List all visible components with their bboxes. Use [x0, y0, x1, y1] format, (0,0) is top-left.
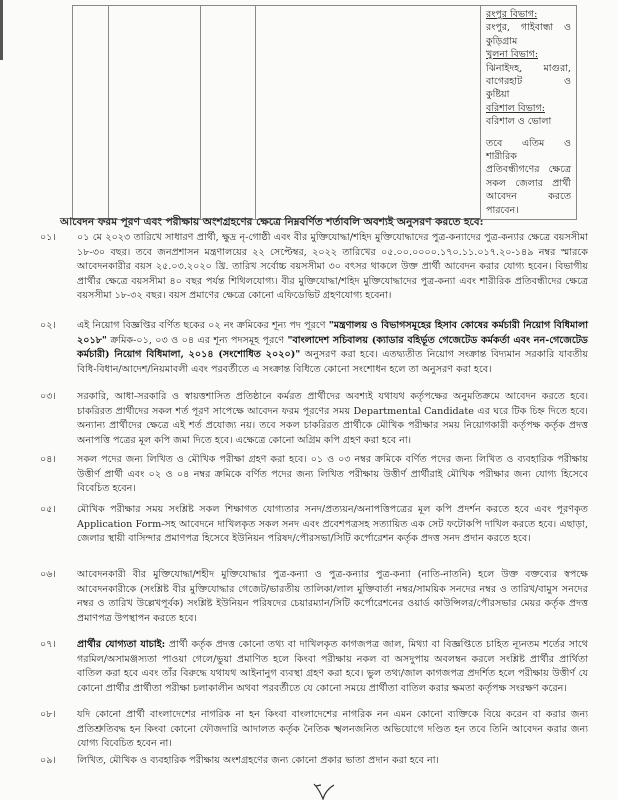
rules-name: "বাংলাদেশ সচিবালয় (ক্যাডার বহির্ভূত গেজেটেড কর্মকর্তা এবং নন-গেজেটেড কর্মচারী) নিয়োগ বিধিমালা, ২০১৪ (সংশোধিত ২০২০)": [77, 334, 588, 361]
note-line: প্রতিবন্ধীগণের ক্ষেত্রে: [486, 164, 571, 176]
rangpur-division-heading: রংপুর বিভাগ:: [486, 9, 538, 20]
condition-03: [40, 390, 588, 448]
condition-02: [40, 319, 588, 377]
condition-text: সরকারি, আধা-সরকারি ও স্বায়ত্তশাসিত প্রতিষ্ঠানে কর্মরত প্রার্থীদের অবশ্যই যথাযথ কর্তৃপক্ষের অনুমতিক্রমে আবেদন করতে হবে। চাকরিরত প্রার্থীদের সকল শর্ত পূরণ সাপেক্ষে আবেদন ফরম পূরণের সময় Departmental Candidate এর ঘরে টিক চিহ্ন দিতে হবে। অন্যান্য প্রার্থীদের ক্ষেত্রে এই শর্ত প্রযোজ্য নয়। তবে সকল চাকরিরত প্রার্থীকে মৌখিক পরীক্ষার সময় নিয়োগকারী কর্তৃপক্ষ কর্তৃক প্রদত্ত অনাপত্তি পত্রের মূল কপি জমা দিতে হবে। এক্ষেত্রে কোনো অগ্রিম কপি গ্রহণ করা হবে না।: [77, 391, 588, 446]
note-line: আবেদন করতে: [486, 191, 571, 203]
condition-09: [40, 754, 588, 769]
district-line: বরিশাল ও ভোলা: [486, 116, 552, 128]
table-cell-serial: [73, 6, 109, 220]
scan-edge: [0, 0, 3, 60]
table-cell-qualification: [256, 6, 481, 220]
condition-text: যদি কোনো প্রার্থী বাংলাদেশের নাগরিক না হন কিংবা বাংলাদেশের নাগরিক নন এমন কোনো ব্যক্তিকে বিয়ে করেন বা করার জন্য প্রতিশ্রুতিবদ্ধ হন কিংবা কোনো ফৌজদারি আদালত কর্তৃক নৈতিক স্খলনজনিত অভিযোগে দণ্ডিত হন তবে তিনি আবেদন করার জন্য যোগ্য বিবেচিত হবেন না।: [77, 709, 588, 750]
conditions-heading: আবেদন ফরম পূরণ এবং পরীক্ষায় অংশগ্রহণের ক্ষেত্রে নিম্নবর্ণিত শর্তাবলি অবশ্যই অনুসরণ করতে হবে:: [60, 216, 484, 228]
khulna-division-heading: খুলনা বিভাগ:: [486, 49, 539, 61]
condition-text: আবেদনকারী বীর মুক্তিযোদ্ধা/শহীদ মুক্তিযোদ্ধার পুত্র-কন্যা ও পুত্র-কন্যার পুত্র-কন্যা (নাতি-নাতনি) হলে উক্ত বক্তব্যের স্বপক্ষে আবেদনকারীকে (সংশ্লিষ্ট বীর মুক্তিযোদ্ধার গেজেট/ভারতীয় তালিকা/লাল মুক্তিবার্তা নম্বর/সাময়িক সনদের নম্বর ও তারিখ/বামুস সনদের নম্বর ও তারিখ উল্লেখপূর্বক) সংশ্লিষ্ট ইউনিয়ন পরিষদের চেয়ারম্যান/সিটি কর্পোরেশনের ওয়ার্ড কাউন্সিলর/পৌরসভার মেয়র কর্তৃক প্রদত্ত প্রমাণপত্র উপস্থাপন করতে হবে।: [77, 569, 588, 624]
condition-number: ০৫।: [40, 504, 56, 515]
district-quota-table: [72, 5, 577, 220]
condition-number: ০২।: [40, 320, 56, 331]
text-segment: ক্রমিক-০১, ০৩ ও ০৪ এর শূন্য পদসমূহ পূরণে: [106, 334, 288, 346]
condition-08: [40, 708, 588, 752]
condition-01: [40, 231, 588, 304]
table-cell-districts: [481, 6, 577, 220]
note-line: পারবেন।: [486, 204, 519, 216]
table-cell-post: [109, 6, 201, 220]
note-line: সকল জেলার প্রার্থী: [486, 177, 571, 189]
note-line: তবে এতিম ও শারীরিক: [486, 137, 571, 163]
condition-number: ০৯।: [40, 755, 56, 766]
condition-04: [40, 453, 588, 497]
barishal-division-heading: বরিশাল বিভাগ:: [486, 102, 545, 114]
text-segment: অনুসরণ করা হবে। এতদ্ব্যতীত নিয়োগ সংক্রান্ত বিদ্যমান সরকারি যাবতীয় বিধি-বিধান/আদেশ/নিয়মাবলী এবং পরবর্তীতে এ সংক্রান্ত বিধিতে কোনো সংশোধন হলে তা অনুসরণ করা হবে।: [77, 349, 588, 375]
condition-number: ০৩।: [40, 391, 56, 402]
table-cell-count: [201, 6, 256, 220]
condition-text: [77, 638, 588, 696]
condition-text: মৌখিক পরীক্ষার সময় সংশ্লিষ্ট সকল শিক্ষাগত যোগ্যতার সনদ/প্রত্যয়ন/অনাপত্তিপত্রের মূল কপি প্রদর্শন করতে হবে এবং পূরণকৃত Application Form-সহ আবেদনে দাখিলকৃত সকল সনদ এবং প্রবেশপত্রসহ সত্যায়িত এক সেট ফটোকপি দাখিল করতে হবে। এছাড়া, জেলার স্থায়ী বাসিন্দার প্রমাণপত্র হিসেবে ইউনিয়ন পরিষদ/পৌরসভা/সিটি কর্পোরেশন কর্তৃক প্রদত্ত সনদ প্রদান করতে হবে।: [77, 504, 588, 545]
condition-text: [77, 319, 588, 377]
district-line: কুড়িগ্রাম: [486, 35, 518, 47]
condition-text: সকল পদের জন্য লিখিত ও মৌখিক পরীক্ষা গ্রহণ করা হবে। ০১ ও ০৩ নম্বর ক্রমিকে বর্ণিত পদের জন্য লিখিত ও ব্যবহারিক পরীক্ষায় উত্তীর্ণ প্রার্থী এবং ০২ ও ০৪ নম্বর ক্রমিকে বর্ণিত পদের জন্য লিখিত পরীক্ষায় উত্তীর্ণ প্রার্থীরাই মৌখিক পরীক্ষার জন্য যোগ্য হিসেবে বিবেচিত হবেন।: [77, 454, 588, 495]
text-segment: এই নিয়োগ বিজ্ঞপ্তির বর্ণিত ছকের ০২ নং ক্রমিকের শূন্য পদ পূরণে: [77, 320, 329, 331]
condition-text: ০১ মে ২০২৩ তারিখে সাধারণ প্রার্থী, ক্ষুদ্র নৃ-গোষ্ঠী এবং বীর মুক্তিযোদ্ধা/শহিদ মুক্তিযোদ্ধাদের পুত্র-কন্যাদের পুত্র-কন্যার ক্ষেত্রে বয়সসীমা ১৮-৩০ বছর। তবে জনপ্রশাসন মন্ত্রণালয়ের ২২ সেপ্টেম্বর, ২০২২ তারিখের ০৫.০০.০০০০.১৭০.১১.০১৭.২০-১৪৯ নম্বর স্মারকে আবেদনকারীর বয়স ২৫.০৩.২০২০ খ্রি. তারিখ সর্বোচ্চ বয়সসীমা ৩০ বৎসর থাকলে উক্ত প্রার্থী আবেদন করার যোগ্য হবেন। বিভাগীয় প্রার্থীর ক্ষেত্রে বয়সসীমা ৪০ বছর পর্যন্ত শিথিলযোগ্য। বীর মুক্তিযোদ্ধা/শহিদ মুক্তিযোদ্ধাদের পুত্র-কন্যা এবং শারীরিক প্রতিবন্ধীদের ক্ষেত্রে বয়সসীমা ১৮-৩২ বছর। বয়স প্রমাণের ক্ষেত্রে কোনো এফিডেভিট গ্রহণযোগ্য হবেনা।: [77, 232, 588, 302]
signature-mark: [312, 782, 336, 800]
condition-text: লিখিত, মৌখিক ও ব্যবহারিক পরীক্ষায় অংশগ্রহণের জন্য কোনো প্রকার ভাতা প্রদান করা হবে না।: [77, 755, 439, 766]
rules-name: "মন্ত্রণালয় ও বিভাগসমূহের হিসাব কোষের কর্মচারী নিয়োগ বিধিমালা ২০১৮": [77, 320, 588, 346]
text-segment: প্রার্থী কর্তৃক প্রদত্ত কোনো তথ্য বা দাখিলকৃত কাগজপত্র জাল, মিথ্যা বা বিজ্ঞপ্তিতে চাহিত ন্যূনতম শর্তের সাথে গরমিল/অসামঞ্জস্যতা পাওয়া গেলে/ভুয়া প্রমাণিত হলে কিংবা পরীক্ষায় নকল বা অসদুপায় অবলম্বন করলে সংশ্লিষ্ট প্রার্থীর প্রার্থিতা বাতিল করা হবে এবং তাঁর বিরুদ্ধে যথাযথ আইনানুগ ব্যবস্থা গ্রহণ করা হবে। ভুল তথ্য/জাল কাগজপত্র প্রদর্শিত হলে পরীক্ষায় উত্তীর্ণ যে কোনো প্রার্থীর প্রার্থীতা পরীক্ষা চলাকালীন অথবা পরবর্তীতে যে কোনো সময়ে প্রার্থীতা বাতিল করার ক্ষমতা কর্তৃপক্ষ সংরক্ষণ করেন।: [77, 639, 588, 694]
condition-06: [40, 568, 588, 626]
district-line: ঝিনাইদহ, মাগুরা,: [486, 62, 571, 74]
condition-07: [40, 638, 588, 696]
condition-number: ০১।: [40, 232, 56, 243]
condition-number: ০৬।: [40, 569, 56, 580]
condition-title: প্রার্থীর যোগ্যতা যাচাই:: [77, 639, 166, 650]
district-line: রংপুর, গাইবান্ধা ও: [486, 22, 571, 34]
condition-number: ০৪।: [40, 454, 56, 465]
condition-number: ০৮।: [40, 709, 56, 720]
district-line: কুষ্টিয়া: [486, 89, 510, 101]
condition-05: [40, 503, 588, 547]
district-line: বাগেরহাট ও: [486, 76, 571, 88]
condition-number: ০৭।: [40, 639, 56, 650]
